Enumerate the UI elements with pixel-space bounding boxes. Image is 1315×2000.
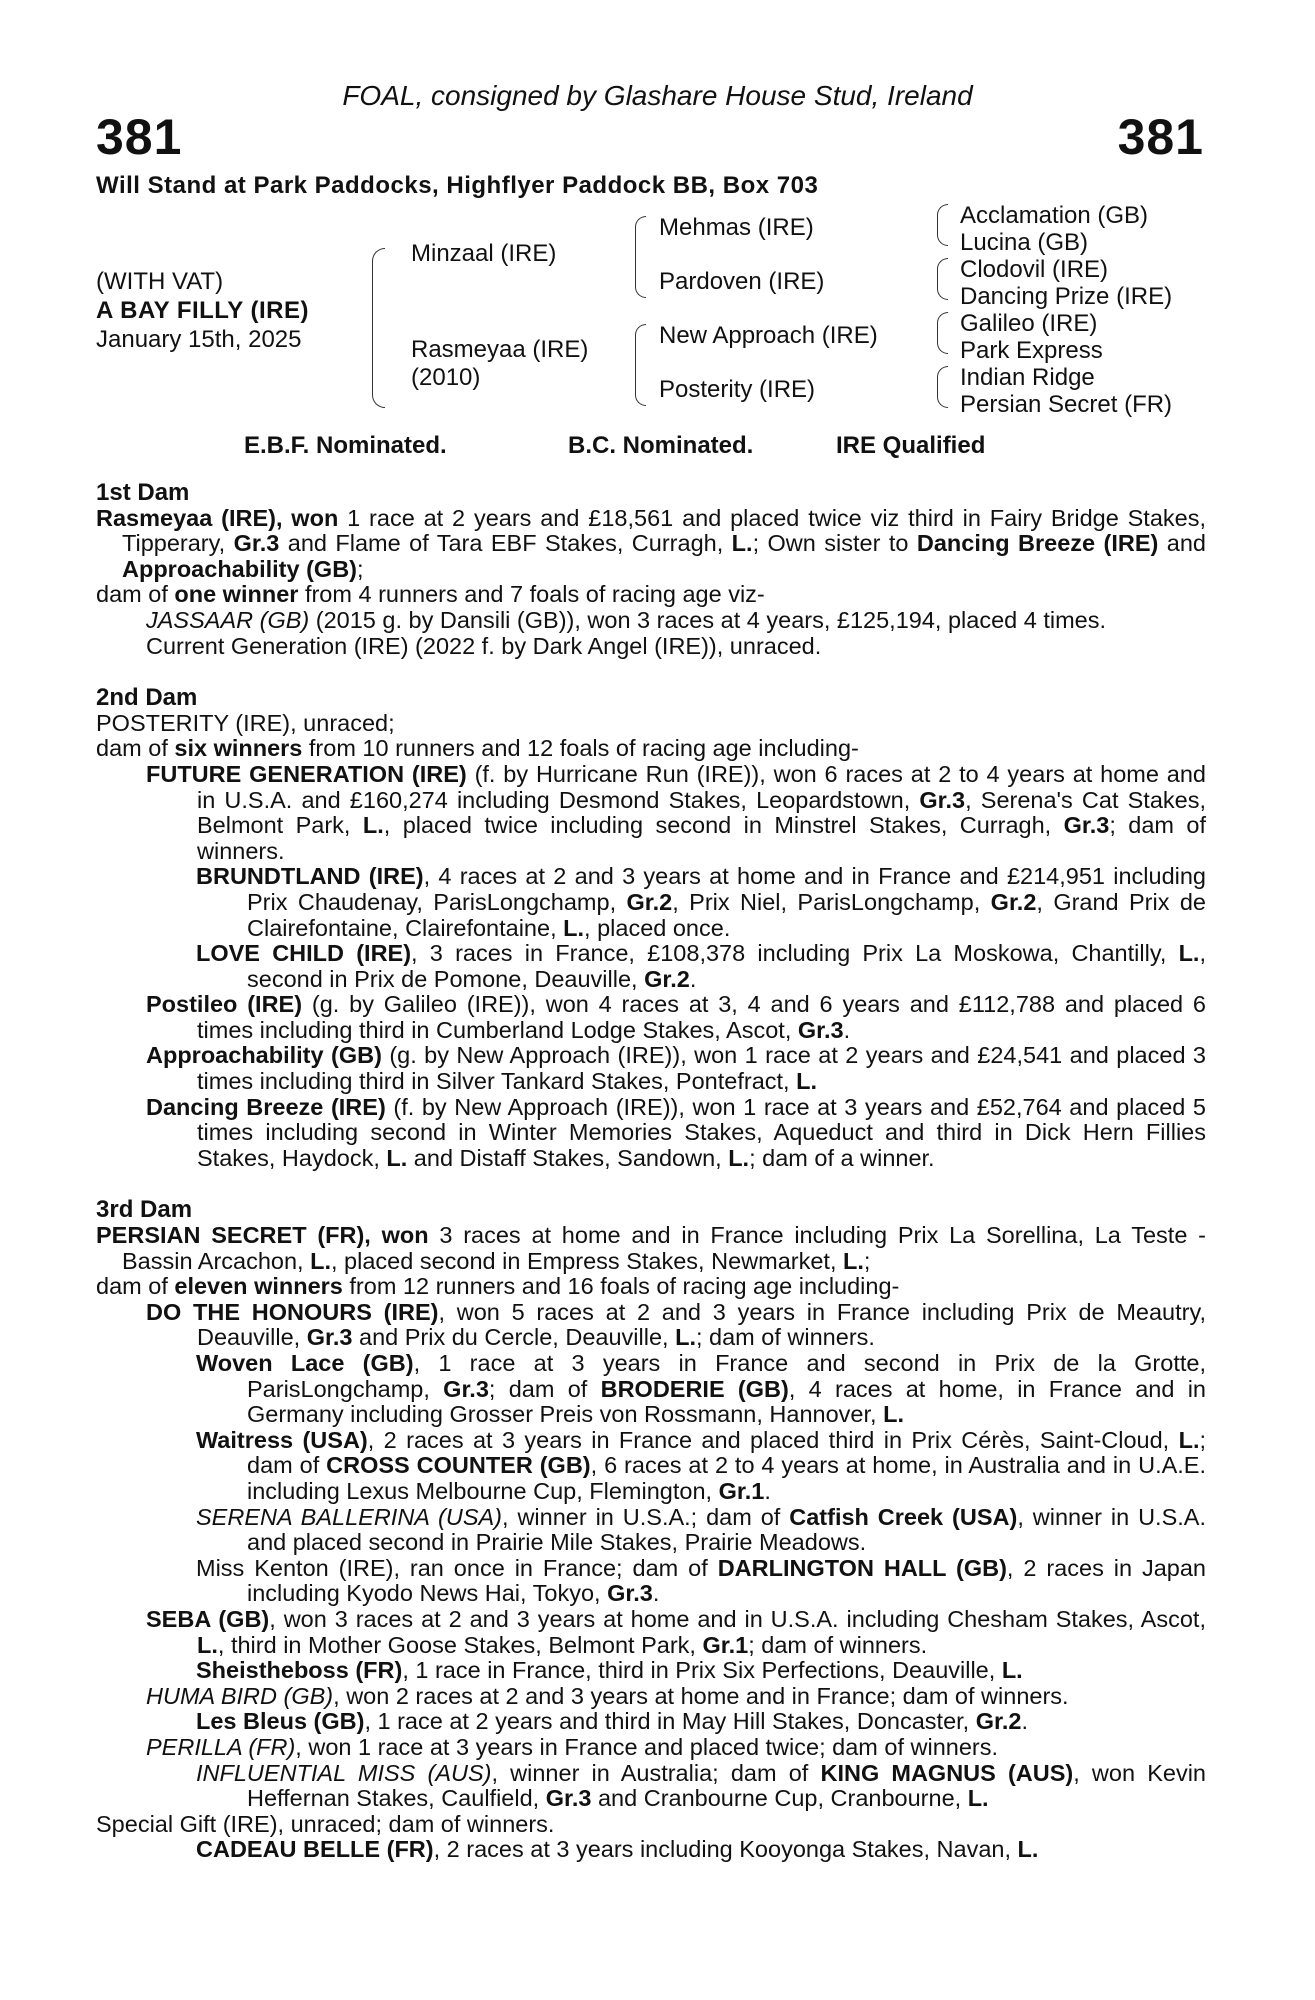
- produce-woven-lace: Woven Lace (GB), 1 race at 3 years in France and second in Prix de la Grotte, ParisLongchamp, Gr.3; dam of BRODERIE (GB), 4 races at home, in France and in Germany including Grosser Preis von Rossmann, Hannover, L.: [196, 1350, 1206, 1428]
- catalogue-body: [96, 480, 1206, 1863]
- third-dam-produce-summary: dam of eleven winners from 12 runners and 16 foals of racing age including-: [96, 1273, 900, 1300]
- produce-postileo: Postileo (IRE) (g. by Galileo (IRE)), won 4 races at 3, 4 and 6 years and £112,788 and placed 6 times including third in Cumberland Lodge Stakes, Ascot, Gr.3.: [146, 991, 1207, 1043]
- lot-number-right: 381: [1117, 109, 1204, 165]
- dam-dam: Posterity (IRE): [659, 376, 816, 403]
- second-dam-heading: 2nd Dam: [96, 684, 198, 712]
- produce-sheistheboss: Sheistheboss (FR), 1 race in France, third in Prix Six Perfections, Deauville, L.: [196, 1657, 1023, 1684]
- produce-brundtland: BRUNDTLAND (IRE), 4 races at 2 and 3 years at home and in France and £214,951 including Prix Chaudenay, ParisLongchamp, Gr.2, Prix Niel, ParisLongchamp, Gr.2, Grand Prix de Clairefontaine, Clairefontaine, L., placed once.: [196, 863, 1207, 941]
- second-dam-line: POSTERITY (IRE), unraced;: [96, 709, 395, 736]
- bracket-gg1: [937, 204, 948, 246]
- stabling-line: Will Stand at Park Paddocks, Highflyer Paddock BB, Box 703: [96, 172, 819, 199]
- produce-cadeau-belle: CADEAU BELLE (FR), 2 races at 3 years including Kooyonga Stakes, Navan, L.: [196, 1836, 1039, 1863]
- foaling-date: January 15th, 2025: [96, 326, 302, 353]
- gg-4: Dancing Prize (IRE): [960, 283, 1173, 310]
- first-dam-paragraph: Rasmeyaa (IRE), won 1 race at 2 years and £18,561 and placed twice viz third in Fairy Bridge Stakes, Tipperary, Gr.3 and Flame of Tara EBF Stakes, Curragh, L.; Own sister to Dancing Breeze (IRE) and Approachability (GB);: [96, 504, 1206, 582]
- third-dam-paragraph: PERSIAN SECRET (FR), won 3 races at home and in France including Prix La Sorellina, La Teste - Bassin Arcachon, L., placed second in Empress Stakes, Newmarket, L.;: [96, 1222, 1206, 1274]
- third-dam-heading: 3rd Dam: [96, 1196, 193, 1224]
- dam-sire: New Approach (IRE): [659, 322, 878, 349]
- vat-note: (WITH VAT): [96, 268, 224, 295]
- sire-sire: Mehmas (IRE): [659, 214, 814, 241]
- produce-waitress: Waitress (USA), 2 races at 3 years in France and placed third in Prix Cérès, Saint-Cloud, L.; dam of CROSS COUNTER (GB), 6 races at 2 to 4 years at home, in Australia and in U.A.E. including Lexus Melbourne Cup, Flemington, Gr.1.: [196, 1426, 1207, 1504]
- sire-dam: Pardoven (IRE): [659, 268, 825, 295]
- produce-current-generation: Current Generation (IRE) (2022 f. by Dark Angel (IRE)), unraced.: [146, 632, 822, 659]
- bracket-main: [372, 248, 385, 408]
- produce-seba: SEBA (GB), won 3 races at 2 and 3 years at home and in U.S.A. including Chesham Stakes, Ascot, L., third in Mother Goose Stakes, Belmont Park, Gr.1; dam of winners.: [146, 1605, 1206, 1658]
- produce-miss-kenton: Miss Kenton (IRE), ran once in France; dam of DARLINGTON HALL (GB), 2 races in Japan including Kyodo News Hai, Tokyo, Gr.3.: [196, 1554, 1207, 1607]
- gg-1: Acclamation (GB): [960, 202, 1149, 229]
- produce-influential-miss: INFLUENTIAL MISS (AUS), winner in Australia; dam of KING MAGNUS (AUS), won Kevin Heffernan Stakes, Caulfield, Gr.3 and Cranbourne Cup, Cranbourne, L.: [196, 1759, 1206, 1812]
- ire-qualified: IRE Qualified: [836, 432, 986, 459]
- gg-7: Indian Ridge: [960, 364, 1095, 391]
- horse-name: A BAY FILLY (IRE): [96, 297, 309, 324]
- produce-future-generation: FUTURE GENERATION (IRE) (f. by Hurricane Run (IRE)), won 6 races at 2 to 4 years at home and in U.S.A. and £160,274 including Desmond Stakes, Leopardstown, Gr.3, Serena's Cat Stakes, Belmont Park, L., placed twice including second in Minstrel Stakes, Curragh, Gr.3; dam of winners.: [146, 760, 1206, 864]
- bracket-dam: [635, 324, 646, 406]
- consignment-line: FOAL, consigned by Glashare House Stud, Ireland: [342, 80, 973, 111]
- gg-2: Lucina (GB): [960, 229, 1089, 256]
- produce-perilla: PERILLA (FR), won 1 race at 3 years in France and placed twice; dam of winners.: [146, 1733, 999, 1760]
- produce-huma-bird: HUMA BIRD (GB), won 2 races at 2 and 3 years at home and in France; dam of winners.: [146, 1682, 1069, 1709]
- produce-jassaar: JASSAAR (GB) (2015 g. by Dansili (GB)), won 3 races at 4 years, £125,194, placed 4 times.: [146, 606, 1107, 633]
- lot-number-left: 381: [96, 109, 183, 165]
- produce-serena-ballerina: SERENA BALLERINA (USA), winner in U.S.A.; dam of Catfish Creek (USA), winner in U.S.A. and placed second in Prairie Mile Stakes, Prairie Meadows.: [196, 1503, 1206, 1556]
- first-dam-heading: 1st Dam: [96, 479, 190, 506]
- gg-6: Park Express: [960, 337, 1103, 364]
- ebf-nomination: E.B.F. Nominated.: [244, 432, 447, 459]
- bc-nomination: B.C. Nominated.: [568, 432, 754, 459]
- gg-8: Persian Secret (FR): [960, 391, 1173, 418]
- sire: Minzaal (IRE): [411, 240, 557, 267]
- gg-5: Galileo (IRE): [960, 310, 1098, 337]
- dam-year: (2010): [411, 364, 481, 391]
- bracket-sire: [635, 216, 646, 298]
- produce-do-the-honours: DO THE HONOURS (IRE), won 5 races at 2 and 3 years in France including Prix de Meautry, Deauville, Gr.3 and Prix du Cercle, Deauville, L.; dam of winners.: [146, 1298, 1207, 1351]
- dam: Rasmeyaa (IRE): [411, 336, 589, 363]
- gg-3: Clodovil (IRE): [960, 256, 1109, 283]
- produce-dancing-breeze: Dancing Breeze (IRE) (f. by New Approach (IRE)), won 1 race at 3 years and £52,764 and placed 5 times including second in Winter Memories Stakes, Aqueduct and third in Dick Hern Fillies Stakes, Haydock, L. and Distaff Stakes, Sandown, L.; dam of a winner.: [146, 1093, 1207, 1171]
- bracket-gg2: [937, 258, 948, 300]
- produce-special-gift: Special Gift (IRE), unraced; dam of winners.: [96, 1810, 555, 1837]
- produce-approachability: Approachability (GB) (g. by New Approach (IRE)), won 1 race at 2 years and £24,541 and placed 3 times including third in Silver Tankard Stakes, Pontefract, L.: [146, 1042, 1206, 1095]
- produce-les-bleus: Les Bleus (GB), 1 race at 2 years and third in May Hill Stakes, Doncaster, Gr.2.: [196, 1708, 1028, 1735]
- second-dam-produce-summary: dam of six winners from 10 runners and 12 foals of racing age including-: [96, 735, 859, 762]
- bracket-gg4: [937, 366, 948, 408]
- bracket-gg3: [937, 312, 948, 354]
- first-dam-produce-summary: dam of one winner from 4 runners and 7 foals of racing age viz-: [96, 581, 765, 608]
- produce-love-child: LOVE CHILD (IRE), 3 races in France, £108,378 including Prix La Moskowa, Chantilly, L., second in Prix de Pomone, Deauville, Gr.2.: [196, 940, 1206, 992]
